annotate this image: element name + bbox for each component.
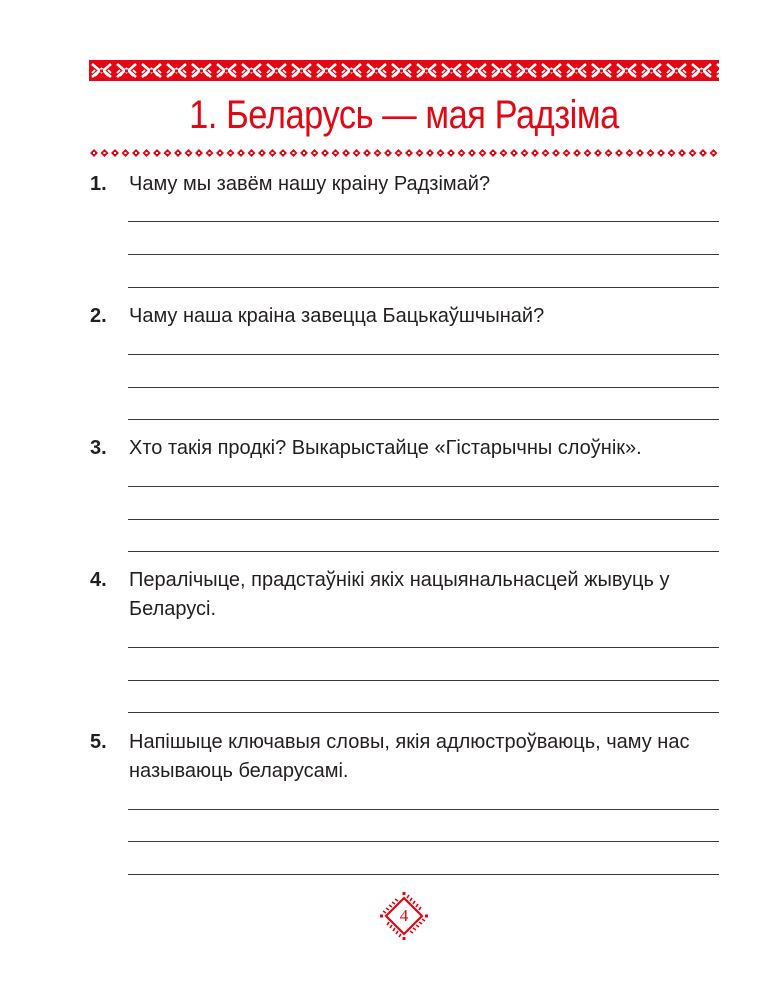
ornament-band-icon <box>89 60 719 81</box>
question-text: Пералічыце, прадстаўнікі якіх нацыянальнасцей жывуць у Беларусі. <box>129 569 670 620</box>
answer-line[interactable] <box>128 680 719 681</box>
answer-line[interactable] <box>128 551 719 552</box>
answer-line[interactable] <box>128 387 719 388</box>
answer-line[interactable] <box>128 419 719 420</box>
question-text: Хто такія продкі? Выкарыстайце «Гістарычны слоўнік». <box>129 437 642 459</box>
question-number: 4. <box>90 569 107 591</box>
answer-line[interactable] <box>128 486 719 487</box>
answer-line[interactable] <box>128 841 719 842</box>
answer-line[interactable] <box>128 874 719 875</box>
question-2 <box>90 302 720 422</box>
page-number-badge <box>378 890 430 942</box>
question-text: Напішыце ключавыя словы, якія адлюстроўваюць, чаму нас называюць беларусамі. <box>129 731 690 782</box>
question-3 <box>90 434 720 554</box>
answer-line[interactable] <box>128 221 719 222</box>
question-text: Чаму наша краіна завецца Бацькаўшчынай? <box>129 305 545 327</box>
answer-line[interactable] <box>128 519 719 520</box>
question-text: Чаму мы завём нашу краіну Радзімай? <box>129 173 491 195</box>
page-title: 1. Беларусь — мая Радзіма <box>189 93 619 137</box>
answer-line[interactable] <box>128 712 719 713</box>
answer-line[interactable] <box>128 354 719 355</box>
page-number: 4 <box>399 906 409 925</box>
question-5 <box>90 728 720 878</box>
question-number: 2. <box>90 305 107 327</box>
question-number: 5. <box>90 731 107 753</box>
answer-line[interactable] <box>128 254 719 255</box>
answer-line[interactable] <box>128 809 719 810</box>
question-1 <box>90 170 720 290</box>
question-number: 3. <box>90 437 107 459</box>
answer-line[interactable] <box>128 647 719 648</box>
question-number: 1. <box>90 173 107 195</box>
answer-line[interactable] <box>128 287 719 288</box>
question-4 <box>90 566 720 716</box>
diamond-dot-divider-icon <box>89 145 719 155</box>
